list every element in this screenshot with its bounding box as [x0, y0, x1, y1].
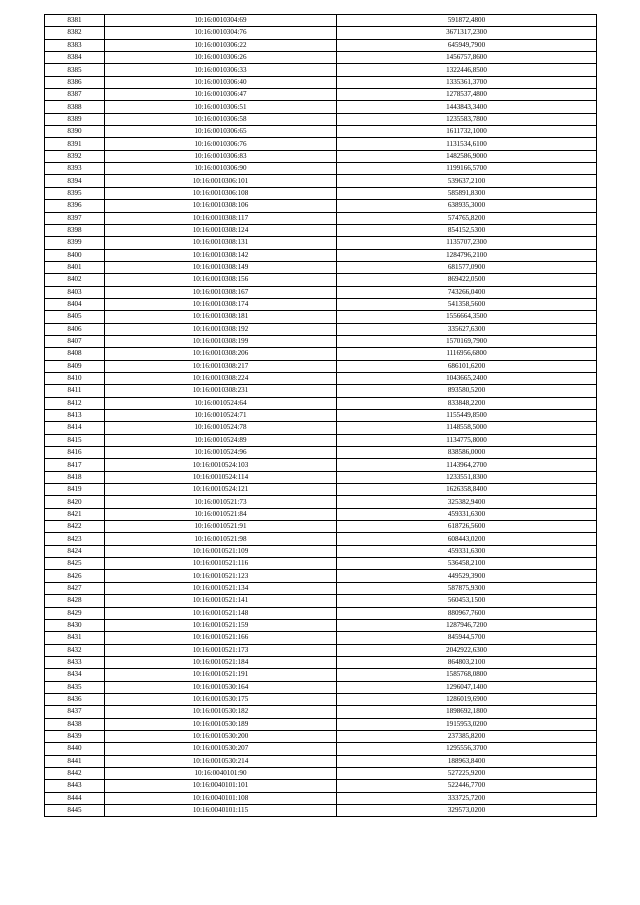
table-row — [45, 39, 597, 51]
table-row — [45, 755, 597, 767]
table-row — [45, 582, 597, 594]
table-row — [45, 508, 597, 520]
table-row — [45, 113, 597, 125]
table-row — [45, 126, 597, 138]
row-id: 8436 — [45, 693, 105, 705]
row-code: 10:16:0010530:182 — [105, 706, 337, 718]
row-value: 333725,7200 — [337, 792, 597, 804]
row-value: 574765,8200 — [337, 212, 597, 224]
row-id: 8391 — [45, 138, 105, 150]
row-id: 8426 — [45, 570, 105, 582]
row-value: 1235583,7800 — [337, 113, 597, 125]
table-row — [45, 274, 597, 286]
row-value: 536458,2100 — [337, 558, 597, 570]
table-row — [45, 595, 597, 607]
row-value: 1611732,1000 — [337, 126, 597, 138]
row-id: 8392 — [45, 150, 105, 162]
row-value: 1286019,6900 — [337, 693, 597, 705]
table-row — [45, 447, 597, 459]
row-id: 8408 — [45, 348, 105, 360]
row-code: 10:16:0010306:90 — [105, 163, 337, 175]
row-id: 8409 — [45, 360, 105, 372]
row-id: 8433 — [45, 656, 105, 668]
row-code: 10:16:0010306:26 — [105, 52, 337, 64]
row-value: 618726,5600 — [337, 521, 597, 533]
row-id: 8407 — [45, 335, 105, 347]
row-id: 8412 — [45, 397, 105, 409]
row-id: 8444 — [45, 792, 105, 804]
row-value: 1148558,5000 — [337, 422, 597, 434]
row-value: 188963,8400 — [337, 755, 597, 767]
table-row — [45, 237, 597, 249]
row-value: 1570169,7900 — [337, 335, 597, 347]
row-id: 8439 — [45, 730, 105, 742]
row-code: 10:16:0040101:90 — [105, 767, 337, 779]
row-value: 539637,2100 — [337, 175, 597, 187]
row-code: 10:16:0010306:65 — [105, 126, 337, 138]
row-id: 8441 — [45, 755, 105, 767]
row-code: 10:16:0010521:73 — [105, 496, 337, 508]
row-value: 1043665,2400 — [337, 372, 597, 384]
table-row — [45, 175, 597, 187]
table-row — [45, 533, 597, 545]
row-code: 10:16:0010306:40 — [105, 76, 337, 88]
row-code: 10:16:0010308:106 — [105, 200, 337, 212]
row-id: 8405 — [45, 311, 105, 323]
table-row — [45, 89, 597, 101]
row-value: 527225,9200 — [337, 767, 597, 779]
row-id: 8382 — [45, 27, 105, 39]
table-row — [45, 286, 597, 298]
row-id: 8420 — [45, 496, 105, 508]
table-row — [45, 558, 597, 570]
table-row — [45, 619, 597, 631]
row-value: 681577,0900 — [337, 261, 597, 273]
table-row — [45, 348, 597, 360]
table-row — [45, 718, 597, 730]
row-value: 1134775,8000 — [337, 434, 597, 446]
row-code: 10:16:0010521:141 — [105, 595, 337, 607]
table-row — [45, 471, 597, 483]
row-id: 8428 — [45, 595, 105, 607]
row-id: 8431 — [45, 632, 105, 644]
table-row — [45, 52, 597, 64]
row-value: 854152,5300 — [337, 224, 597, 236]
row-value: 1898692,1800 — [337, 706, 597, 718]
row-value: 1482586,9000 — [337, 150, 597, 162]
row-value: 237385,8200 — [337, 730, 597, 742]
row-value: 880967,7600 — [337, 607, 597, 619]
row-code: 10:16:0010521:123 — [105, 570, 337, 582]
row-id: 8384 — [45, 52, 105, 64]
row-code: 10:16:0010306:33 — [105, 64, 337, 76]
table-row — [45, 298, 597, 310]
row-id: 8394 — [45, 175, 105, 187]
table-row — [45, 397, 597, 409]
row-value: 585891,8300 — [337, 187, 597, 199]
table-row — [45, 656, 597, 668]
row-id: 8438 — [45, 718, 105, 730]
row-code: 10:16:0010530:207 — [105, 743, 337, 755]
row-value: 591872,4800 — [337, 15, 597, 27]
table-row — [45, 212, 597, 224]
row-id: 8430 — [45, 619, 105, 631]
row-id: 8425 — [45, 558, 105, 570]
row-code: 10:16:0010306:76 — [105, 138, 337, 150]
table-row — [45, 767, 597, 779]
row-code: 10:16:0010306:101 — [105, 175, 337, 187]
row-id: 8424 — [45, 545, 105, 557]
row-code: 10:16:0010308:142 — [105, 249, 337, 261]
row-code: 10:16:0010524:103 — [105, 459, 337, 471]
row-id: 8402 — [45, 274, 105, 286]
row-id: 8434 — [45, 669, 105, 681]
row-value: 587875,9300 — [337, 582, 597, 594]
row-id: 8390 — [45, 126, 105, 138]
table-row — [45, 669, 597, 681]
row-code: 10:16:0010308:181 — [105, 311, 337, 323]
row-id: 8403 — [45, 286, 105, 298]
row-id: 8411 — [45, 385, 105, 397]
data-table — [44, 14, 597, 817]
row-value: 1443843,3400 — [337, 101, 597, 113]
table-row — [45, 15, 597, 27]
row-value: 1131534,6100 — [337, 138, 597, 150]
row-code: 10:16:0010308:149 — [105, 261, 337, 273]
row-id: 8386 — [45, 76, 105, 88]
table-row — [45, 249, 597, 261]
table-row — [45, 27, 597, 39]
row-value: 1116956,6800 — [337, 348, 597, 360]
row-code: 10:16:0040101:101 — [105, 780, 337, 792]
row-id: 8410 — [45, 372, 105, 384]
table-row — [45, 545, 597, 557]
table-row — [45, 607, 597, 619]
row-code: 10:16:0010521:116 — [105, 558, 337, 570]
row-code: 10:16:0040101:115 — [105, 805, 337, 817]
table-row — [45, 64, 597, 76]
row-value: 838586,0000 — [337, 447, 597, 459]
row-code: 10:16:0010304:76 — [105, 27, 337, 39]
row-id: 8400 — [45, 249, 105, 261]
row-id: 8385 — [45, 64, 105, 76]
row-value: 869422,0500 — [337, 274, 597, 286]
row-id: 8445 — [45, 805, 105, 817]
row-code: 10:16:0010308:117 — [105, 212, 337, 224]
row-code: 10:16:0010530:189 — [105, 718, 337, 730]
table-row — [45, 570, 597, 582]
row-id: 8398 — [45, 224, 105, 236]
row-code: 10:16:0010308:174 — [105, 298, 337, 310]
row-code: 10:16:0010521:109 — [105, 545, 337, 557]
row-code: 10:16:0010306:108 — [105, 187, 337, 199]
table-row — [45, 187, 597, 199]
row-id: 8406 — [45, 323, 105, 335]
row-value: 541358,5600 — [337, 298, 597, 310]
table-row — [45, 385, 597, 397]
row-code: 10:16:0010524:71 — [105, 410, 337, 422]
row-code: 10:16:0010521:98 — [105, 533, 337, 545]
row-value: 329573,0200 — [337, 805, 597, 817]
row-id: 8440 — [45, 743, 105, 755]
row-code: 10:16:0010521:148 — [105, 607, 337, 619]
table-row — [45, 780, 597, 792]
row-id: 8397 — [45, 212, 105, 224]
row-value: 1233551,8300 — [337, 471, 597, 483]
row-code: 10:16:0010530:164 — [105, 681, 337, 693]
row-code: 10:16:0010521:159 — [105, 619, 337, 631]
row-id: 8417 — [45, 459, 105, 471]
row-code: 10:16:0010304:69 — [105, 15, 337, 27]
row-code: 10:16:0010521:184 — [105, 656, 337, 668]
row-code: 10:16:0010308:131 — [105, 237, 337, 249]
row-id: 8423 — [45, 533, 105, 545]
table-row — [45, 459, 597, 471]
row-code: 10:16:0010524:96 — [105, 447, 337, 459]
row-value: 638935,3000 — [337, 200, 597, 212]
row-code: 10:16:0010521:166 — [105, 632, 337, 644]
row-value: 1626358,8400 — [337, 484, 597, 496]
row-value: 893580,5200 — [337, 385, 597, 397]
row-code: 10:16:0010530:200 — [105, 730, 337, 742]
table-row — [45, 224, 597, 236]
table-row — [45, 730, 597, 742]
row-value: 608443,0200 — [337, 533, 597, 545]
table-row — [45, 261, 597, 273]
row-code: 10:16:0010521:134 — [105, 582, 337, 594]
table-row — [45, 434, 597, 446]
row-code: 10:16:0010524:89 — [105, 434, 337, 446]
row-code: 10:16:0010530:175 — [105, 693, 337, 705]
row-id: 8399 — [45, 237, 105, 249]
table-row — [45, 693, 597, 705]
table-row — [45, 76, 597, 88]
row-value: 1143964,2700 — [337, 459, 597, 471]
row-value: 1278537,4800 — [337, 89, 597, 101]
row-value: 1155449,8500 — [337, 410, 597, 422]
row-value: 449529,3900 — [337, 570, 597, 582]
row-id: 8437 — [45, 706, 105, 718]
row-id: 8442 — [45, 767, 105, 779]
table-row — [45, 681, 597, 693]
row-id: 8383 — [45, 39, 105, 51]
row-value: 1295556,3700 — [337, 743, 597, 755]
table-row — [45, 150, 597, 162]
row-value: 459331,6300 — [337, 508, 597, 520]
row-id: 8421 — [45, 508, 105, 520]
table-row — [45, 335, 597, 347]
row-id: 8427 — [45, 582, 105, 594]
row-code: 10:16:0010521:91 — [105, 521, 337, 533]
row-value: 1135707,2300 — [337, 237, 597, 249]
row-value: 833848,2200 — [337, 397, 597, 409]
row-value: 743266,0400 — [337, 286, 597, 298]
row-id: 8419 — [45, 484, 105, 496]
row-id: 8396 — [45, 200, 105, 212]
table-row — [45, 372, 597, 384]
row-value: 1556664,3500 — [337, 311, 597, 323]
row-value: 1335361,3700 — [337, 76, 597, 88]
row-code: 10:16:0010524:121 — [105, 484, 337, 496]
row-value: 1585768,0800 — [337, 669, 597, 681]
table-row — [45, 521, 597, 533]
table-row — [45, 484, 597, 496]
row-code: 10:16:0010306:22 — [105, 39, 337, 51]
row-value: 560453,1500 — [337, 595, 597, 607]
row-id: 8393 — [45, 163, 105, 175]
row-id: 8435 — [45, 681, 105, 693]
row-value: 686101,6200 — [337, 360, 597, 372]
table-row — [45, 422, 597, 434]
row-value: 325382,9400 — [337, 496, 597, 508]
row-id: 8443 — [45, 780, 105, 792]
row-code: 10:16:0010308:167 — [105, 286, 337, 298]
table-row — [45, 138, 597, 150]
row-code: 10:16:0010521:173 — [105, 644, 337, 656]
row-code: 10:16:0010530:214 — [105, 755, 337, 767]
row-code: 10:16:0010521:84 — [105, 508, 337, 520]
row-id: 8395 — [45, 187, 105, 199]
row-id: 8404 — [45, 298, 105, 310]
row-id: 8389 — [45, 113, 105, 125]
table-row — [45, 101, 597, 113]
row-value: 1456757,8600 — [337, 52, 597, 64]
row-value: 1199166,5700 — [337, 163, 597, 175]
table-row — [45, 360, 597, 372]
row-code: 10:16:0010524:78 — [105, 422, 337, 434]
table-row — [45, 706, 597, 718]
row-code: 10:16:0010308:199 — [105, 335, 337, 347]
row-code: 10:16:0010306:47 — [105, 89, 337, 101]
row-code: 10:16:0010521:191 — [105, 669, 337, 681]
row-id: 8415 — [45, 434, 105, 446]
table-row — [45, 743, 597, 755]
row-code: 10:16:0010306:51 — [105, 101, 337, 113]
table-row — [45, 200, 597, 212]
row-id: 8432 — [45, 644, 105, 656]
row-value: 3671317,2300 — [337, 27, 597, 39]
table-row — [45, 410, 597, 422]
row-code: 10:16:0010306:83 — [105, 150, 337, 162]
row-value: 1284796,2100 — [337, 249, 597, 261]
row-code: 10:16:0010524:64 — [105, 397, 337, 409]
row-value: 1287946,7200 — [337, 619, 597, 631]
row-value: 1296047,1400 — [337, 681, 597, 693]
row-code: 10:16:0010308:224 — [105, 372, 337, 384]
row-id: 8422 — [45, 521, 105, 533]
row-value: 2042922,6300 — [337, 644, 597, 656]
table-row — [45, 632, 597, 644]
row-code: 10:16:0010308:156 — [105, 274, 337, 286]
table-row — [45, 163, 597, 175]
row-code: 10:16:0040101:108 — [105, 792, 337, 804]
row-value: 1915953,0200 — [337, 718, 597, 730]
table-body — [45, 15, 597, 817]
row-value: 459331,6300 — [337, 545, 597, 557]
row-code: 10:16:0010306:58 — [105, 113, 337, 125]
table-row — [45, 496, 597, 508]
table-row — [45, 792, 597, 804]
row-id: 8429 — [45, 607, 105, 619]
row-value: 335627,6300 — [337, 323, 597, 335]
row-value: 522446,7700 — [337, 780, 597, 792]
row-value: 864803,2100 — [337, 656, 597, 668]
row-code: 10:16:0010308:192 — [105, 323, 337, 335]
row-id: 8388 — [45, 101, 105, 113]
row-value: 845944,5700 — [337, 632, 597, 644]
row-id: 8387 — [45, 89, 105, 101]
row-id: 8414 — [45, 422, 105, 434]
row-value: 1322446,8500 — [337, 64, 597, 76]
row-code: 10:16:0010308:206 — [105, 348, 337, 360]
row-id: 8416 — [45, 447, 105, 459]
row-code: 10:16:0010308:217 — [105, 360, 337, 372]
row-code: 10:16:0010524:114 — [105, 471, 337, 483]
row-code: 10:16:0010308:231 — [105, 385, 337, 397]
table-row — [45, 311, 597, 323]
row-id: 8381 — [45, 15, 105, 27]
row-id: 8418 — [45, 471, 105, 483]
row-id: 8401 — [45, 261, 105, 273]
table-row — [45, 644, 597, 656]
row-code: 10:16:0010308:124 — [105, 224, 337, 236]
table-row — [45, 323, 597, 335]
row-id: 8413 — [45, 410, 105, 422]
table-row — [45, 805, 597, 817]
row-value: 645949,7900 — [337, 39, 597, 51]
